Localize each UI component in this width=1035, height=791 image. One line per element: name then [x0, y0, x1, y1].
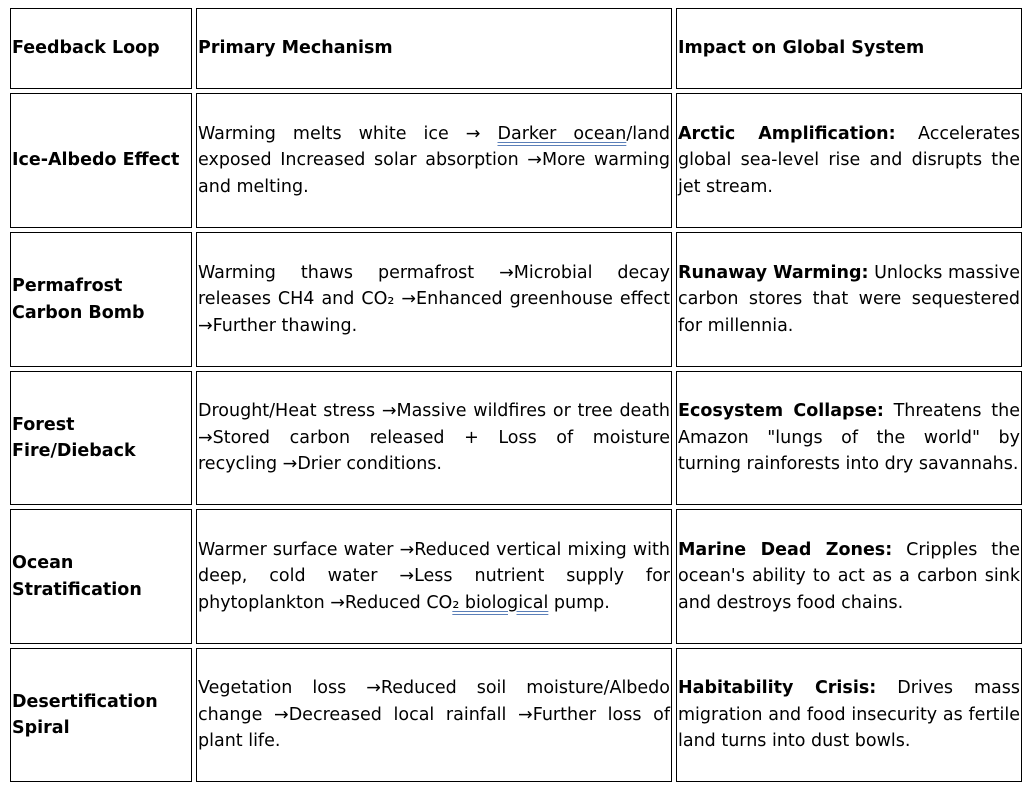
row-4-impact-label: Marine Dead Zones:	[678, 539, 893, 560]
header-cell-loop	[10, 8, 192, 89]
row-5-loop-cell	[10, 648, 192, 782]
header-impact-label: Impact on Global System	[678, 38, 925, 59]
row-4-impact-text: Marine Dead Zones: Cripples the ocean's ability to act as a carbon sink and destroys food chains.	[678, 539, 1020, 613]
row-3-loop-cell	[10, 371, 192, 505]
row-3-impact-label: Ecosystem Collapse:	[678, 401, 884, 422]
header-cell-impact	[676, 8, 1022, 89]
row-3-mechanism-cell	[196, 371, 672, 505]
row-5-impact-cell	[676, 648, 1022, 782]
row-2-loop-name: Permafrost Carbon Bomb	[12, 276, 145, 323]
header-cell-mechanism	[196, 8, 672, 89]
row-2-impact-text: Runaway Warming: Unlocks massive carbon stores that were sequestered for millennia.	[678, 262, 1020, 336]
row-5-mechanism-cell	[196, 648, 672, 782]
row-3-mechanism-text: Drought/Heat stress →Massive wildfires or tree death →Stored carbon released + Loss of moisture recycling →Drier conditions.	[198, 401, 670, 475]
header-mechanism-label: Primary Mechanism	[198, 38, 393, 59]
row-5-impact-label: Habitability Crisis:	[678, 678, 877, 699]
row-4-mechanism-cell	[196, 509, 672, 644]
header-loop-label: Feedback Loop	[12, 38, 160, 59]
row-3-impact-text: Ecosystem Collapse: Threatens the Amazon "lungs of the world" by turning rainforests into dry savannahs.	[678, 401, 1021, 475]
row-5-mechanism-text: Vegetation loss →Reduced soil moisture/Albedo change →Decreased local rainfall →Further loss of plant life.	[198, 678, 670, 752]
row-1-impact-text: Arctic Amplification: Accelerates global sea-level rise and disrupts the jet stream.	[678, 123, 1020, 197]
row-2-loop-cell	[10, 232, 192, 367]
row-4-impact-cell	[676, 509, 1022, 644]
row-5-impact-text: Habitability Crisis: Drives mass migration and food insecurity as fertile land turns into dust bowls.	[678, 678, 1020, 752]
row-2-mechanism-cell	[196, 232, 672, 367]
spellcheck-underline: Darker ocean	[497, 123, 627, 144]
row-4-loop-name: Ocean Stratification	[12, 553, 142, 600]
spellcheck-underline: ₂ biological	[452, 592, 549, 613]
row-3-impact-cell	[676, 371, 1022, 505]
row-2-impact-cell	[676, 232, 1022, 367]
row-1-loop-cell	[10, 93, 192, 228]
row-5-loop-name: Desertification Spiral	[12, 691, 158, 738]
row-2-impact-label: Runaway Warming:	[678, 262, 869, 283]
row-1-mechanism-cell	[196, 93, 672, 228]
row-3-loop-name: Forest Fire/Dieback	[12, 414, 136, 461]
row-1-impact-label: Arctic Amplification:	[678, 123, 896, 144]
row-2-mechanism-text: Warming thaws permafrost →Microbial decay releases CH4 and CO₂ →Enhanced greenhouse effect →Further thawing.	[198, 262, 670, 336]
row-1-loop-name: Ice-Albedo Effect	[12, 150, 180, 171]
row-1-impact-cell	[676, 93, 1022, 228]
row-1-mechanism-text: Warming melts white ice → Darker ocean/land exposed Increased solar absorption →More warming and melting.	[198, 123, 670, 197]
row-4-loop-cell	[10, 509, 192, 644]
row-4-mechanism-text: Warmer surface water →Reduced vertical mixing with deep, cold water →Less nutrient supply for phytoplankton →Reduced CO₂ biological pump.	[198, 539, 670, 613]
